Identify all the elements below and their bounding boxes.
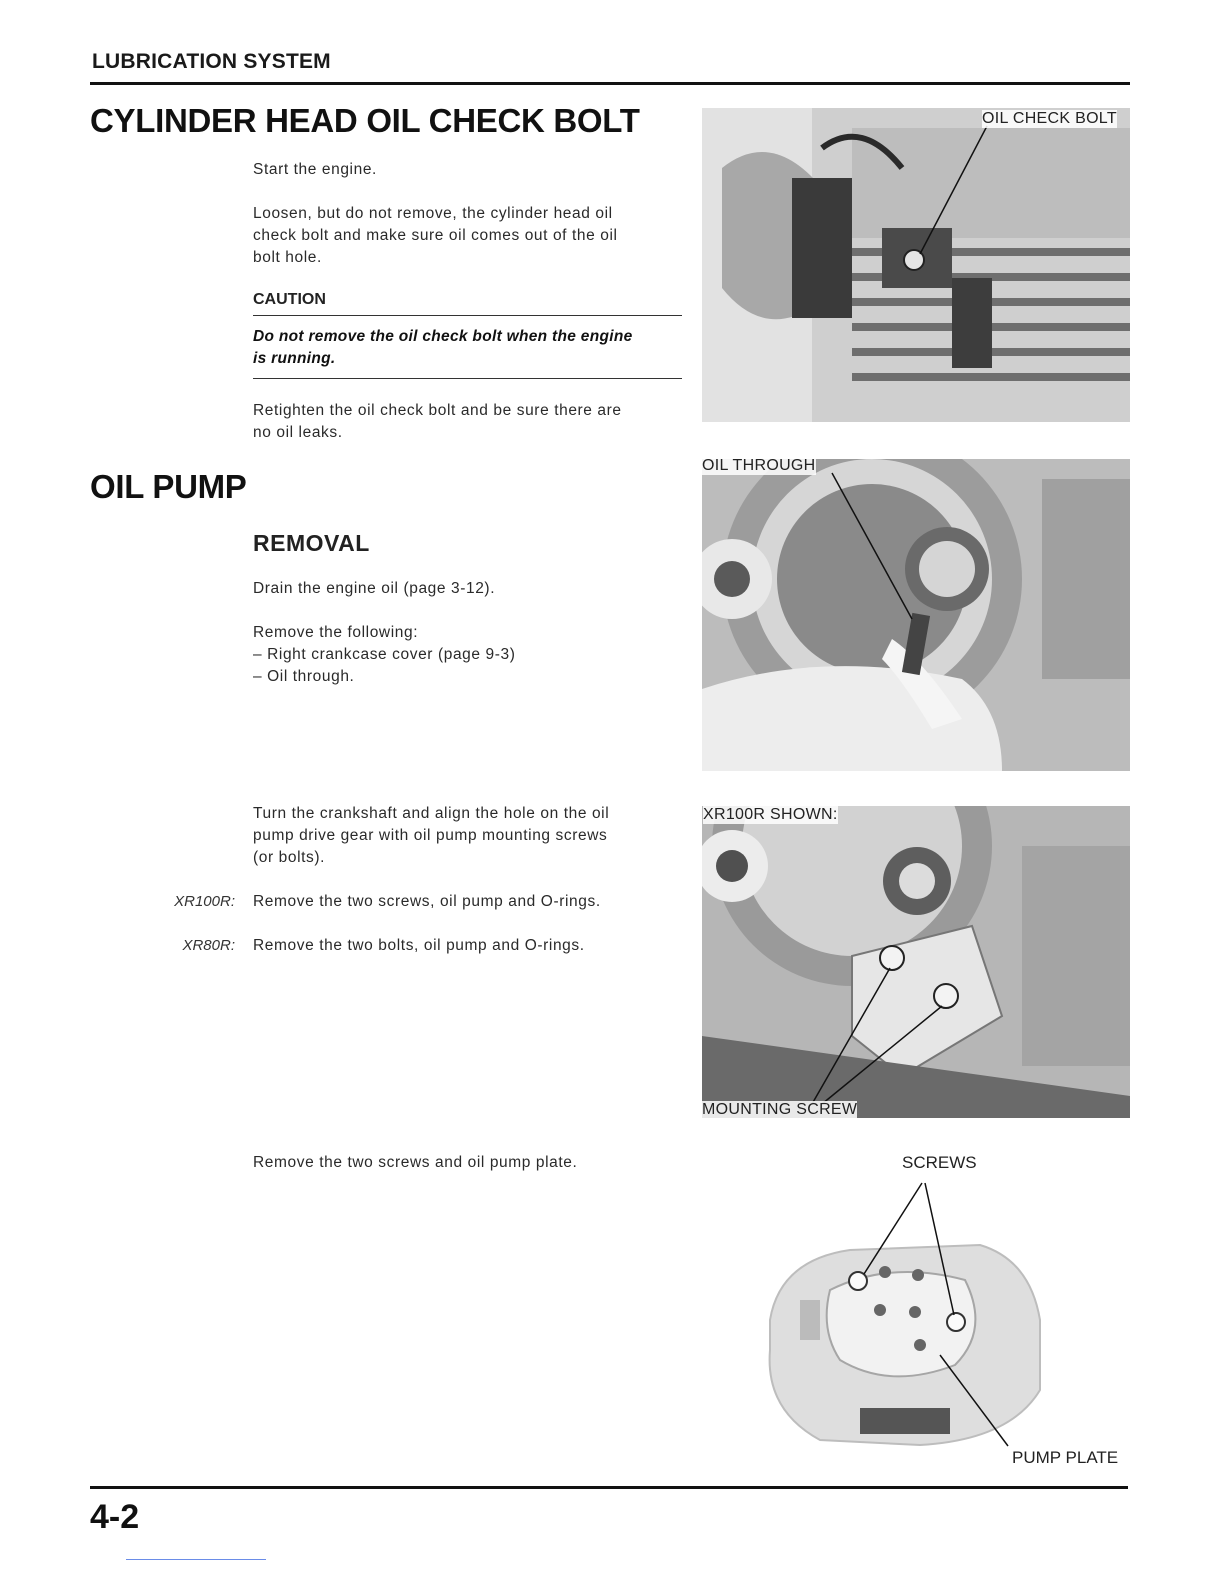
- model-text-xr80r: Remove the two bolts, oil pump and O-rings.: [253, 937, 585, 954]
- caution-text: [253, 326, 688, 370]
- text-line: – Oil through.: [253, 668, 355, 685]
- subsection-title-removal: REMOVAL: [253, 530, 370, 556]
- oil-pump-step-3: [253, 803, 688, 869]
- text-line: pump drive gear with oil pump mounting screws: [253, 827, 608, 844]
- caution-rule-top: [253, 315, 682, 316]
- text-line: no oil leaks.: [253, 424, 343, 441]
- crankcase-gear-illustration: [702, 459, 1130, 771]
- figure-label-oil-check-bolt: OIL CHECK BOLT: [982, 110, 1117, 127]
- model-text-xr100r: Remove the two screws, oil pump and O-rings.: [253, 893, 601, 910]
- photo-oil-check-bolt: [702, 108, 1130, 422]
- oil-pump-step-4: Remove the two screws and oil pump plate.: [253, 1154, 578, 1171]
- pump-plate-illustration: [740, 1150, 1130, 1480]
- text-line: Loosen, but do not remove, the cylinder head oil: [253, 205, 613, 222]
- figure-label-oil-through: OIL THROUGH: [702, 457, 816, 474]
- text-line: Turn the crankshaft and align the hole on the oil: [253, 805, 610, 822]
- text-line: (or bolts).: [253, 849, 326, 866]
- figure-label-screws: SCREWS: [902, 1153, 977, 1172]
- figure-label-mounting-screw: MOUNTING SCREW: [702, 1101, 858, 1118]
- oil-pump-step-1: Drain the engine oil (page 3-12).: [253, 580, 496, 597]
- engine-cylinder-illustration: [702, 108, 1130, 422]
- text-line: check bolt and make sure oil comes out of the oil: [253, 227, 618, 244]
- text-line: bolt hole.: [253, 249, 322, 266]
- figure-label-pump-plate: PUMP PLATE: [1012, 1448, 1119, 1467]
- photo-xr100r-mounting-screw: [702, 806, 1130, 1118]
- oil-pump-step-2: [253, 622, 688, 688]
- text-line: Retighten the oil check bolt and be sure there are: [253, 402, 622, 419]
- photo-oil-through: [702, 459, 1130, 771]
- text-line: is running.: [253, 350, 336, 367]
- model-label-xr80r: XR80R:: [182, 937, 235, 954]
- model-label-xr100r: XR100R:: [174, 893, 235, 910]
- section-title-oil-pump: OIL PUMP: [90, 468, 247, 505]
- text-line: Remove the following:: [253, 624, 419, 641]
- text-line: Do not remove the oil check bolt when the engine: [253, 328, 633, 345]
- oil-pump-mounted-illustration: [702, 806, 1130, 1118]
- page-number: 4-2: [90, 1498, 140, 1536]
- section-header: LUBRICATION SYSTEM: [92, 50, 331, 73]
- check-bolt-step-2: [253, 203, 688, 269]
- section-title-check-bolt: CYLINDER HEAD OIL CHECK BOLT: [90, 102, 640, 139]
- caution-label: CAUTION: [253, 291, 326, 308]
- footer-rule: [90, 1486, 1128, 1489]
- check-bolt-step-1: Start the engine.: [253, 161, 377, 178]
- check-bolt-step-3: [253, 400, 688, 444]
- text-line: – Right crankcase cover (page 9-3): [253, 646, 516, 663]
- caution-rule-bottom: [253, 378, 682, 379]
- footer-link-underline: [126, 1559, 266, 1560]
- header-rule: [90, 82, 1130, 85]
- figure-label-xr100r-shown: XR100R SHOWN:: [703, 806, 838, 823]
- figure-pump-plate: [740, 1150, 1130, 1480]
